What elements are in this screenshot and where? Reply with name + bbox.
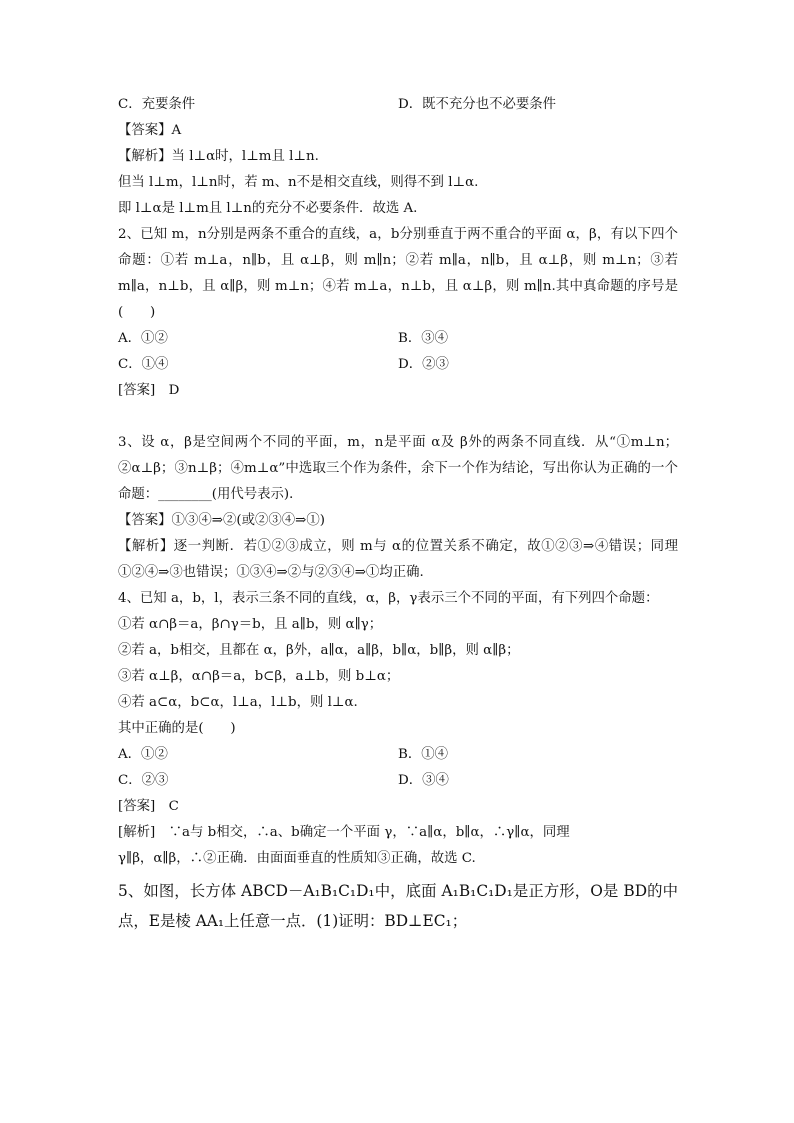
q4-proposition-3: ③若 α⊥β，α∩β＝a，b⊂β，a⊥b，则 b⊥α； — [118, 669, 400, 684]
q4-options-cd — [118, 768, 678, 794]
q2-option-b: B．③④ — [398, 331, 449, 346]
q1-option-c: C．充要条件 — [118, 97, 196, 112]
q4-option-c: C．②③ — [118, 773, 169, 788]
q2-stem: 2、已知 m，n分别是两条不重合的直线，a，b分别垂直于两不重合的平面 α，β，有以下四个命题：①若 m⊥a，n∥b，且 α⊥β，则 m∥n；②若 m∥a，n∥b，且 α⊥β，则 m⊥n；③若 m∥a，n⊥b，且 α∥β，则 m⊥n；④若 m⊥a，n⊥b，且 α⊥β，则 m∥n.其中真命题的序号是( ) — [118, 227, 678, 320]
q2-option-c: C．①④ — [118, 357, 169, 372]
q2-option-a: A．①② — [118, 331, 168, 346]
q1-explanation-line-3: 即 l⊥α是 l⊥m且 l⊥n的充分不必要条件．故选 A. — [118, 201, 418, 216]
q4-stem: 4、已知 a，b，l，表示三条不同的直线，α，β，γ表示三个不同的平面，有下列四个命题： — [118, 591, 659, 606]
q3-stem: 3、设 α，β是空间两个不同的平面，m，n是平面 α及 β外的两条不同直线．从“①m⊥n；②α⊥β；③n⊥β；④m⊥α”中选取三个作为条件，余下一个作为结论，写出你认为正确的一个命题：________(用代号表示)． — [118, 435, 678, 502]
q3-answer: 【答案】①③④⇒②(或②③④⇒①) — [118, 513, 325, 528]
q5-stem: 5、如图，长方体 ABCD－A₁B₁C₁D₁中，底面 A₁B₁C₁D₁是正方形，O是 BD的中点，E是棱 AA₁上任意一点．(1)证明：BD⊥EC₁； — [118, 882, 678, 930]
q4-option-b: B．①④ — [398, 747, 449, 762]
q4-proposition-1: ①若 α∩β＝a，β∩γ＝b，且 a∥b，则 α∥γ； — [118, 617, 383, 632]
q1-option-d: D．既不充分也不必要条件 — [398, 97, 557, 112]
q2-options-cd — [118, 352, 678, 378]
q4-explanation-line-1: [解析] ∵a与 b相交，∴a、b确定一个平面 γ，∵a∥α，b∥α，∴γ∥α，同理 — [118, 825, 570, 840]
q4-option-d: D．③④ — [398, 773, 449, 788]
q4-options-ab — [118, 742, 678, 768]
q4-proposition-4: ④若 a⊂α，b⊂α，l⊥a，l⊥b，则 l⊥α. — [118, 695, 358, 710]
q4-option-a: A．①② — [118, 747, 168, 762]
q1-explanation-line-1: 【解析】当 l⊥α时，l⊥m且 l⊥n. — [118, 149, 319, 164]
q4-explanation-line-2: γ∥β，α∥β，∴②正确．由面面垂直的性质知③正确，故选 C. — [118, 851, 476, 866]
q1-answer: 【答案】A — [118, 123, 182, 138]
q4-question: 其中正确的是( ) — [118, 721, 236, 736]
q2-answer: [答案] D — [118, 383, 180, 398]
document-page — [118, 92, 678, 936]
blank-spacer — [118, 404, 678, 430]
q1-explanation-line-2: 但当 l⊥m，l⊥n时，若 m、n不是相交直线，则得不到 l⊥α. — [118, 175, 479, 190]
q4-proposition-2: ②若 a，b相交，且都在 α，β外，a∥α，a∥β，b∥α，b∥β，则 α∥β； — [118, 643, 520, 658]
q4-answer: [答案] C — [118, 799, 179, 814]
q3-explanation: 【解析】逐一判断．若①②③成立，则 m与 α的位置关系不确定，故①②③⇒④错误；同理①②④⇒③也错误；①③④⇒②与②③④⇒①均正确. — [118, 539, 678, 580]
q1-options-cd — [118, 92, 678, 118]
q2-options-ab — [118, 326, 678, 352]
q2-option-d: D．②③ — [398, 357, 449, 372]
